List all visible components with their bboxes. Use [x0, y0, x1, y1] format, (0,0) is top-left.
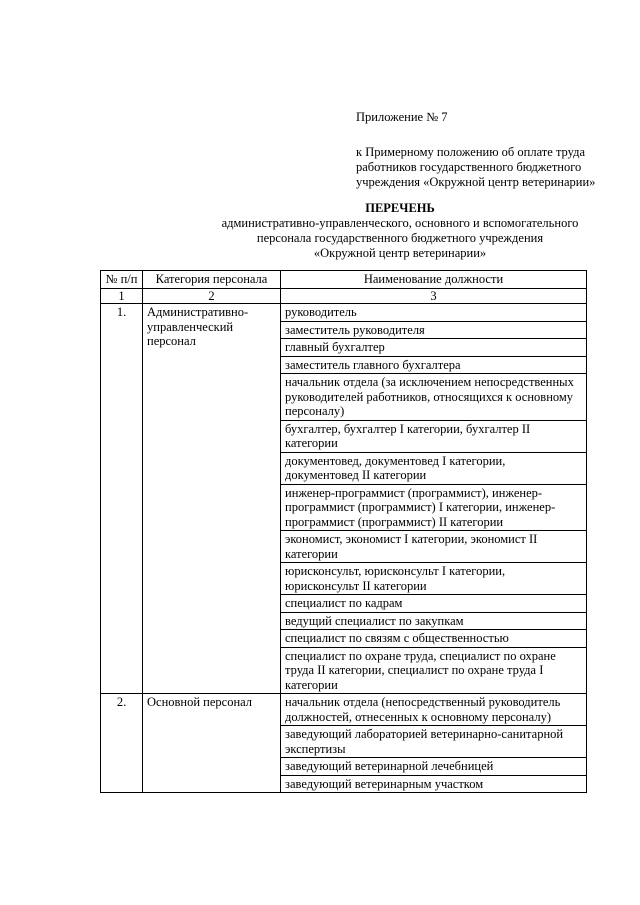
document-subtitle-line-3: «Окружной центр ветеринарии»	[313, 246, 487, 260]
position-name: начальник отдела (за исключением непосредственных руководителей работников, относящихся к основному персоналу)	[281, 374, 587, 421]
document-subtitle-line-1: административно-управленческого, основного и вспомогательного	[221, 216, 579, 230]
document-title: ПЕРЕЧЕНЬ	[365, 201, 435, 215]
appendix-number: Приложение № 7	[356, 110, 448, 124]
position-name: юрисконсульт, юрисконсульт I категории, юрисконсульт II категории	[281, 563, 587, 595]
table-row	[101, 694, 587, 726]
position-name: заведующий ветеринарной лечебницей	[281, 758, 587, 776]
header-position: Наименование должности	[281, 271, 587, 289]
position-name: главный бухгалтер	[281, 339, 587, 357]
personnel-category: Основной персонал	[143, 694, 281, 793]
header-num: № п/п	[101, 271, 143, 289]
appendix-text: к Примерному положению об оплате труда работников государственного бюджетного учреждения «Окружной центр ветеринарии»	[356, 145, 596, 189]
row-number: 2.	[101, 694, 143, 793]
position-name: заведующий лабораторией ветеринарно-санитарной экспертизы	[281, 726, 587, 758]
position-name: специалист по охране труда, специалист по охране труда II категории, специалист по охране труда I категории	[281, 647, 587, 694]
position-name: бухгалтер, бухгалтер I категории, бухгалтер II категории	[281, 420, 587, 452]
position-name: заместитель главного бухгалтера	[281, 356, 587, 374]
position-name: начальник отдела (непосредственный руководитель должностей, отнесенных к основному персоналу)	[281, 694, 587, 726]
personnel-category: Административно-управленческий персонал	[143, 304, 281, 694]
position-name: руководитель	[281, 304, 587, 322]
position-name: заведующий ветеринарным участком	[281, 775, 587, 793]
appendix-block	[356, 110, 606, 190]
staff-table	[100, 270, 587, 793]
document-subtitle-line-2: персонала государственного бюджетного учреждения	[256, 231, 544, 245]
table-row	[101, 304, 587, 322]
position-name: экономист, экономист I категории, экономист II категории	[281, 531, 587, 563]
position-name: заместитель руководителя	[281, 321, 587, 339]
position-name: документовед, документовед I категории, документовед II категории	[281, 452, 587, 484]
column-number-row	[101, 288, 587, 304]
position-name: инженер-программист (программист), инженер-программист (программист) I категории, инженер-программист (программист) II категории	[281, 484, 587, 531]
position-name: специалист по связям с общественностью	[281, 630, 587, 648]
column-number: 1	[101, 288, 143, 304]
column-number: 3	[281, 288, 587, 304]
position-name: ведущий специалист по закупкам	[281, 612, 587, 630]
document-heading	[66, 201, 640, 261]
column-number: 2	[143, 288, 281, 304]
header-category: Категория персонала	[143, 271, 281, 289]
table-header-row	[101, 271, 587, 289]
row-number: 1.	[101, 304, 143, 694]
position-name: специалист по кадрам	[281, 595, 587, 613]
